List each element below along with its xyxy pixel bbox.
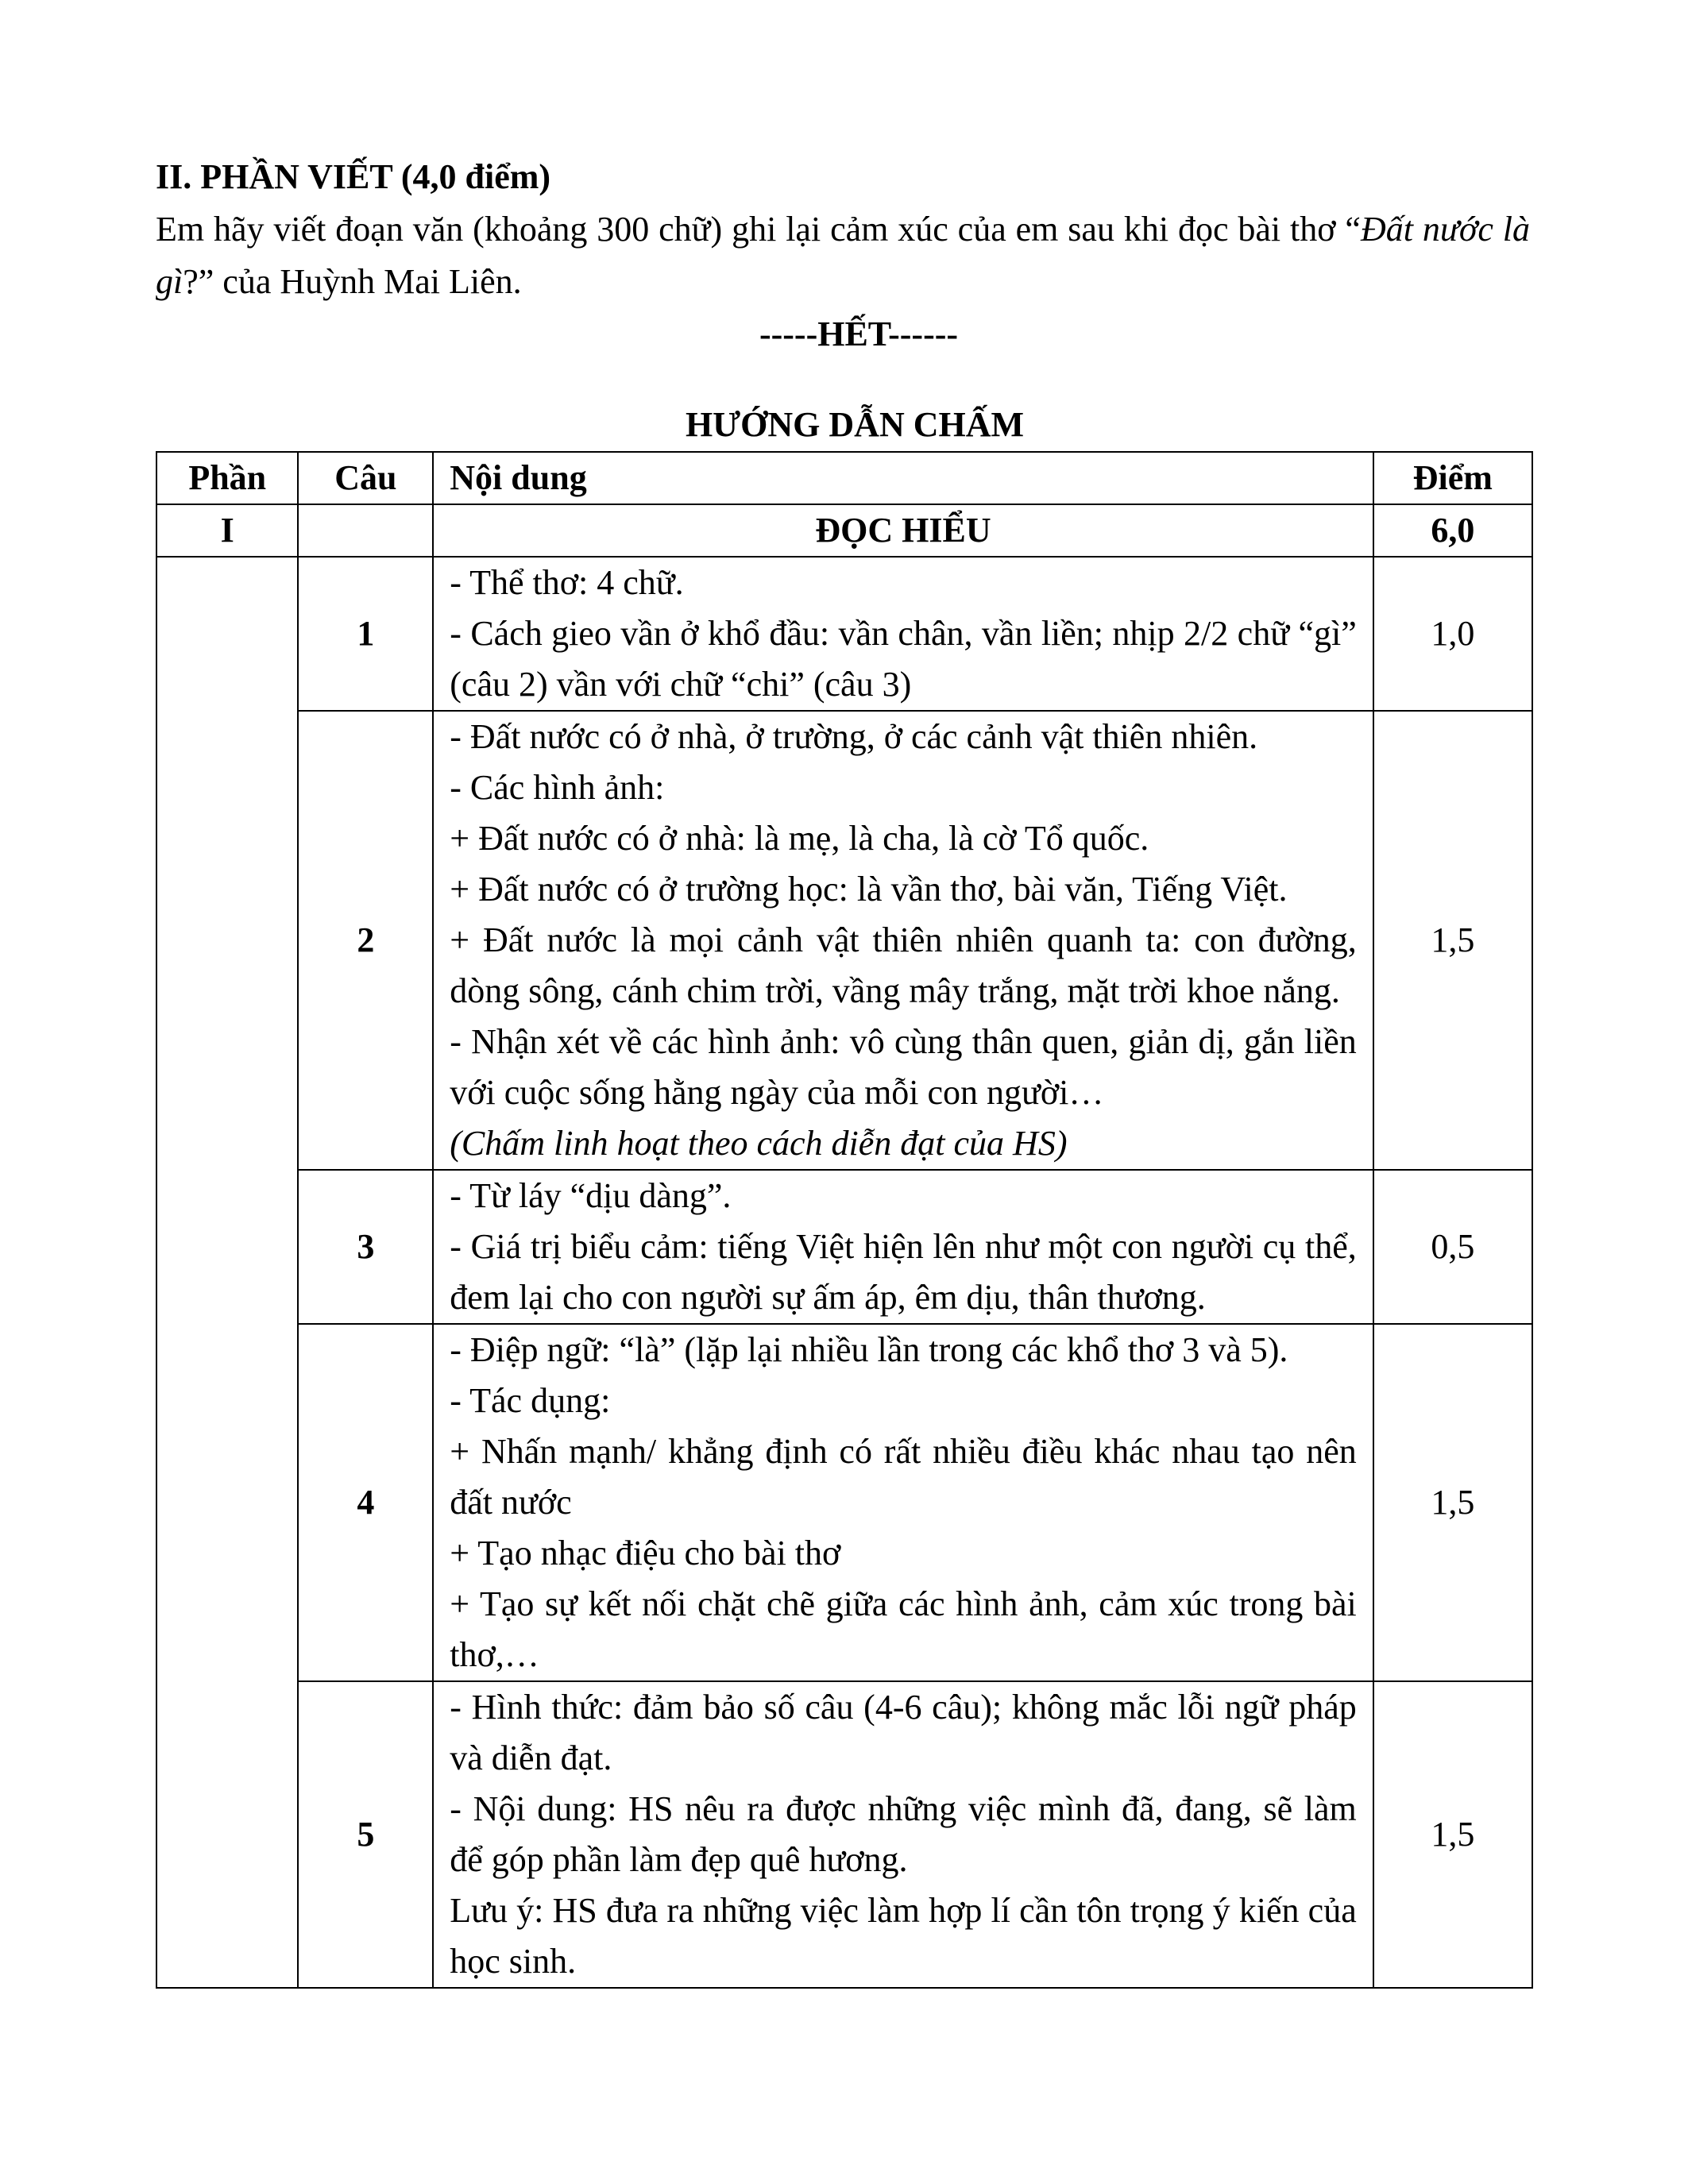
content-line: - Tác dụng: [450, 1381, 611, 1420]
section-title: II. PHẦN VIẾT (4,0 điểm) [156, 157, 551, 196]
content-line: - Hình thức: đảm bảo số câu (4-6 câu); không mắc lỗi ngữ pháp và diễn đạt. [450, 1688, 1357, 1777]
question-number: 4 [298, 1324, 433, 1681]
end-marker: -----HẾT------ [759, 314, 959, 353]
question-number: 5 [298, 1681, 433, 1988]
question-score: 1,5 [1373, 1324, 1532, 1681]
guide-title: HƯỚNG DẪN CHẤM [685, 405, 1025, 444]
question-score: 1,0 [1373, 557, 1532, 711]
content-line: + Đất nước có ở nhà: là mẹ, là cha, là cờ Tổ quốc. [450, 819, 1149, 858]
content-line: Lưu ý: HS đưa ra những việc làm hợp lí cần tôn trọng ý kiến của học sinh. [450, 1891, 1357, 1981]
question-score: 1,5 [1373, 711, 1532, 1170]
section-title-cell: ĐỌC HIỂU [433, 504, 1373, 557]
table-row [156, 1681, 1532, 1988]
section-empty-cell [298, 504, 433, 557]
content-line: - Nội dung: HS nêu ra được những việc mình đã, đang, sẽ làm để góp phần làm đẹp quê hương. [450, 1789, 1357, 1879]
content-line: + Tạo nhạc điệu cho bài thơ [450, 1534, 841, 1572]
section-score: 6,0 [1373, 504, 1532, 557]
question-number: 2 [298, 711, 433, 1170]
content-line: + Đất nước là mọi cảnh vật thiên nhiên quanh ta: con đường, dòng sông, cánh chim trời, vầng mây trắng, mặt trời khoe nắng. [450, 920, 1357, 1010]
answer-content [433, 557, 1373, 711]
answer-content [433, 1170, 1373, 1324]
content-note: (Chấm linh hoạt theo cách diễn đạt của HS) [450, 1124, 1068, 1163]
question-score: 0,5 [1373, 1170, 1532, 1324]
content-line: - Giá trị biểu cảm: tiếng Việt hiện lên như một con người cụ thể, đem lại cho con người sự ấm áp, êm dịu, thân thương. [450, 1227, 1357, 1317]
grading-table [156, 451, 1533, 1989]
section-part: I [156, 504, 298, 557]
document-page [156, 151, 1530, 1989]
header-score: Điểm [1373, 452, 1532, 504]
content-line: - Điệp ngữ: “là” (lặp lại nhiều lần trong các khổ thơ 3 và 5). [450, 1330, 1288, 1369]
header-part: Phần [156, 452, 298, 504]
prompt-text-before: Em hãy viết đoạn văn (khoảng 300 chữ) ghi lại cảm xúc của em sau khi đọc bài thơ “ [156, 210, 1361, 249]
section-row [156, 504, 1532, 557]
header-question: Câu [298, 452, 433, 504]
content-line: - Nhận xét về các hình ảnh: vô cùng thân quen, giản dị, gắn liền với cuộc sống hằng ngày của mỗi con người… [450, 1022, 1357, 1112]
content-line: - Đất nước có ở nhà, ở trường, ở các cảnh vật thiên nhiên. [450, 717, 1258, 756]
content-line: - Các hình ảnh: [450, 768, 665, 807]
answer-content [433, 711, 1373, 1170]
header-content: Nội dung [433, 452, 1373, 504]
table-row [156, 1170, 1532, 1324]
question-number: 3 [298, 1170, 433, 1324]
writing-prompt [156, 203, 1530, 308]
table-row [156, 711, 1532, 1170]
answer-content [433, 1681, 1373, 1988]
content-line: + Đất nước có ở trường học: là vần thơ, bài văn, Tiếng Việt. [450, 870, 1288, 909]
prompt-text-after: ?” của Huỳnh Mai Liên. [183, 262, 522, 301]
content-line: - Cách gieo vần ở khổ đầu: vần chân, vần liền; nhịp 2/2 chữ “gì” (câu 2) vần với chữ “chi” (câu 3) [450, 614, 1357, 704]
part-merged-cell [156, 557, 298, 1988]
content-line: - Từ láy “dịu dàng”. [450, 1176, 732, 1215]
content-line: + Nhấn mạnh/ khẳng định có rất nhiều điều khác nhau tạo nên đất nước [450, 1432, 1357, 1522]
table-header-row [156, 452, 1532, 504]
poem-title: Đất nước là gì [156, 210, 1531, 301]
question-score: 1,5 [1373, 1681, 1532, 1988]
table-row [156, 1324, 1532, 1681]
content-line: - Thể thơ: 4 chữ. [450, 563, 684, 602]
answer-content [433, 1324, 1373, 1681]
question-number: 1 [298, 557, 433, 711]
table-row [156, 557, 1532, 711]
content-line: + Tạo sự kết nối chặt chẽ giữa các hình ảnh, cảm xúc trong bài thơ,… [450, 1584, 1357, 1674]
